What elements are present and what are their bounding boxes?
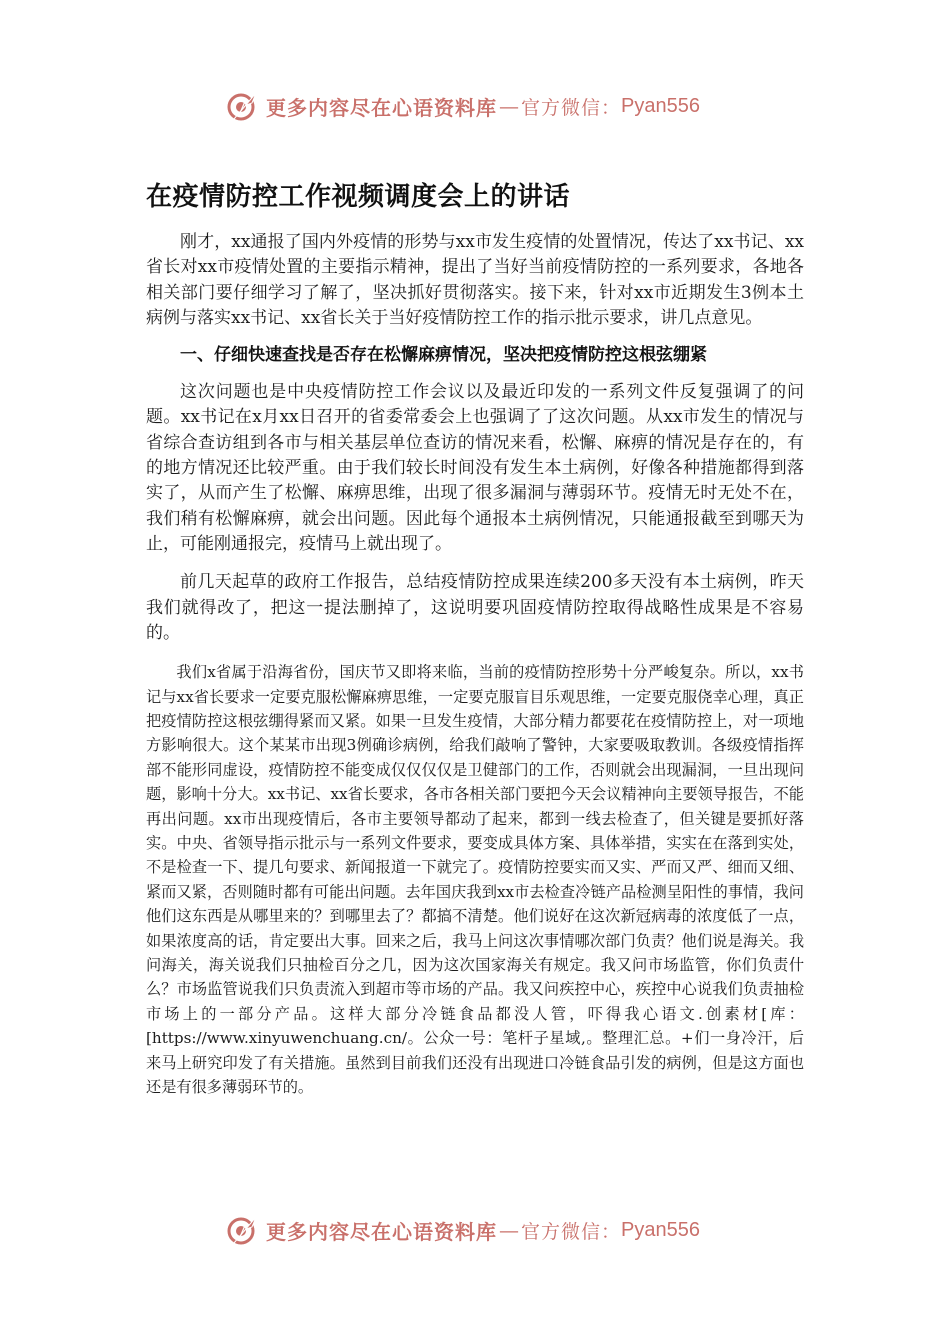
banner-separator: — — [499, 1218, 519, 1242]
paragraph-section1-b: 前几天起草的政府工作报告，总结疫情防控成果连续200多天没有本土病例，昨天我们就得改了，把这一提法删掉了，这说明要巩固疫情防控取得战略性成果是不容易的。 — [146, 572, 804, 643]
document-body — [146, 230, 804, 1099]
banner-slogan: 更多内容尽在心语资料库 — [266, 1219, 497, 1244]
quill-logo-icon — [226, 89, 260, 123]
banner-separator: — — [499, 94, 519, 118]
paragraph-section1-a: 这次问题也是中央疫情防控工作会议以及最近印发的一系列文件反复强调了的问题。xx书记在x月xx日召开的省委常委会上也强调了了这次问题。从xx市发生的情况与省综合查访组到各市与相关基层单位查访的情况来看，松懈、麻痹的情况是存在的，有的地方情况还比较严重。由于我们较长时间没有发生本土病例，好像各种措施都得到落实了，从而产生了松懈、麻痹思维，出现了很多漏洞与薄弱环节。疫情无时无处不在，我们稍有松懈麻痹，就会出问题。因此每个通报本土病例情况，只能通报截至到哪天为止，可能刚通报完，疫情马上就出现了。 — [146, 382, 804, 554]
banner-wechat-label: 官方微信： — [521, 1220, 622, 1243]
banner-wechat-label: 官方微信： — [521, 96, 622, 119]
banner-wechat-account: Pyan556 — [621, 1218, 700, 1241]
document-title: 在疫情防控工作视频调度会上的讲话 — [146, 182, 571, 212]
header-banner — [226, 86, 726, 126]
quill-logo-icon — [226, 1213, 260, 1247]
banner-wechat-account: Pyan556 — [621, 94, 700, 117]
section-heading-1: 一、仔细快速查找是否存在松懈麻痹情况，坚决把疫情防控这根弦绷紧 — [180, 345, 707, 366]
banner-slogan: 更多内容尽在心语资料库 — [266, 95, 497, 120]
footer-banner — [226, 1210, 726, 1250]
paragraph-section1-c: 我们x省属于沿海省份，国庆节又即将来临，当前的疫情防控形势十分严峻复杂。所以，xx书记与xx省长要求一定要克服松懈麻痹思维，一定要克服盲目乐观思维，一定要克服侥幸心理，真正把疫情防控这根弦绷得紧而又紧。如果一旦发生疫情，大部分精力都要花在疫情防控上，对一项地方影响很大。这个某某市出现3例确诊病例，给我们敲响了警钟，大家要吸取教训。各级疫情指挥部不能形同虚设，疫情防控不能变成仅仅仅仅是卫健部门的工作，否则就会出现漏洞，一旦出现问题，影响十分大。xx书记、xx省长要求，各市各相关部门要把今天会议精神向主要领导报告，不能再出问题。xx市出现疫情后，各市主要领导都动了起来，都到一线去检查了，但关键是要抓好落实。中央、省领导指示批示与一系列文件要求，要变成具体方案、具体举措，实实在在落到实处，不是检查一下、提几句要求、新闻报道一下就完了。疫情防控要实而又实、严而又严、细而又细、紧而又紧，否则随时都有可能出问题。去年国庆我到xx市去检查冷链产品检测呈阳性的事情，我问他们这东西是从哪里来的？到哪里去了？都搞不清楚。他们说好在这次新冠病毒的浓度低了一点，如果浓度高的话，肯定要出大事。回来之后，我马上问这次事情哪次部门负责？他们说是海关。我问海关，海关说我们只抽检百分之几，因为这次国家海关有规定。我又问市场监管，你们负责什么？市场监管说我们只负责流入到超市等市场的产品。我又问疾控中心，疾控中心说我们负责抽检市场上的一部分产品。这样大部分冷链食品都没人管，吓得我心语文.创素材[库：[https://www.xinyuwenchuang.cn/。公众一号：笔杆子星域,。整理汇总。+们一身冷汗，后来马上研究印发了有关措施。虽然到目前我们还没有出现进口冷链食品引发的病例，但是这方面也还是有很多薄弱环节的。 — [146, 663, 804, 1097]
paragraph-intro: 刚才，xx通报了国内外疫情的形势与xx市发生疫情的处置情况，传达了xx书记、xx省长对xx市疫情处置的主要指示精神，提出了当好当前疫情防控的一系列要求，各地各相关部门要仔细学习了解了，坚决抓好贯彻落实。接下来，针对xx市近期发生3例本土病例与落实xx书记、xx省长关于当好疫情防控工作的指示批示要求，讲几点意见。 — [146, 232, 804, 328]
